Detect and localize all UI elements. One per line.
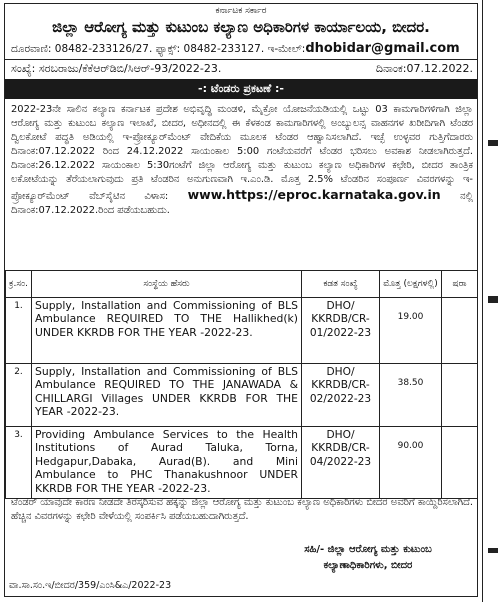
row-code: DHO/ KKRDB/CR-04/2022-23 (302, 427, 380, 499)
adjacent-column-edge (480, 0, 498, 602)
reference-row (11, 62, 473, 76)
row-code: DHO/ KKRDB/CR-01/2022-23 (302, 298, 380, 364)
signature-block (273, 542, 463, 574)
row-name: Providing Ambulance Services to the Health Institutions of Aurad Taluka, Torna, Hedgapur,Dabaka, Aurad(B). and Mini Ambulance to PHC Thanakushnoor UNDER KKRDB FOR THE YEAR -2022-23. (32, 427, 302, 499)
notice-title: -: ಟೆಂಡರು ಪ್ರಕಟಣೆ :- (5, 79, 477, 99)
strip-block (488, 548, 498, 553)
office-title: ಜಿಲ್ಲಾ ಆರೋಗ್ಯ ಮತ್ತು ಕುಟುಂಬ ಕಲ್ಯಾಣ ಅಧಿಕಾರಿಗಳ ಕಾರ್ಯಾಲಯ, ಬೀದರ. (52, 18, 430, 36)
strip-border (482, 0, 483, 602)
publicity-reference: ವಾ.ಸಾ.ಸಂ.ಇ/ಬೀದರ/359/ಎಂಸಿ&ಎ/2022-23 (9, 580, 172, 591)
table-row (6, 427, 478, 499)
row-amount: 90.00 (380, 427, 442, 499)
row-remark (442, 364, 478, 427)
table-row (6, 298, 478, 364)
contact-line (11, 41, 473, 56)
signature-line-1: ಸಹಿ/- ಜಿಲ್ಲಾ ಆರೋಗ್ಯ ಮತ್ತು ಕುಟುಂಬ (304, 544, 432, 555)
tender-notice (4, 3, 478, 597)
reference-number: ಸಂಖ್ಯೆ: ಸರಬರಾಜು/ಕೆಕೆಆರ್‌ಡಿಬಿ/ಸಿಆರ್-93/2022-23. (11, 62, 222, 75)
strip-block (488, 140, 498, 146)
body-text: 2022-23ನೇ ಸಾಲಿನ ಕಲ್ಯಾಣ ಕರ್ನಾಟಕ ಪ್ರದೇಶ ಅಭಿವೃದ್ಧಿ ಮಂಡಳಿ, ಮೈಕ್ರೋ ಯೋಜನೆಯಡಿಯಲ್ಲಿ ಒಟ್ಟು 03 ಕಾಮಗಾರಿಗಳಿಗಾಗಿ ಜಿಲ್ಲಾ ಆರೋಗ್ಯ ಮತ್ತು ಕುಟುಂಬ ಕಲ್ಯಾಣ ಇಲಾಖೆ, ಬೀದರ, ಅಧೀನದಲ್ಲಿ ಈ ಕೆಳಕಂಡ ಕಾಮಗಾರಿಗಳಲ್ಲಿ ಅಂಬ್ಯುಲನ್ಸ ವಾಹನಗಳ ಖರೀದಿಗಾಗಿ ಟೆಂಡರ ದ್ವಿಲಕೋಟೆ ಪದ್ಧತಿ ಅಡಿಯಲ್ಲಿ ಇ-ಪ್ರೋಕ್ಯೂರ್‌ಮೆಂಟ್ ವೇದಿಕೆಯ ಮೂಲಕ ಟೆಂಡರ ಆಹ್ವಾನಿಸಲಾಗಿದೆ. ಇಚ್ಛೆ ಉಳ್ಳವರ ಗುತ್ತಿಗೆದಾರರು ದಿನಾಂಕ:07.12.2022 ರಿಂದ 24.12.2022 ಸಾಯಂಕಾಲ 5:00 ಗಂಟೆಯವರೆಗೆ ಟೆಂಡರ ಭರಿಸಲು ಅವಕಾಶ ನೀಡಲಾಗಿರುತ್ತದೆ. ದಿನಾಂಕ:26.12.2022 ಸಾಯಂಕಾಲ 5:30ಗಂಟೆಗೆ ಜಿಲ್ಲಾ ಆರೋಗ್ಯ ಮತ್ತು ಕುಟುಂಬ ಕಲ್ಯಾಣ ಅಧಿಕಾರಿಗಳ ಕಛೇರಿ, ಬೀದರ ತಾಂತ್ರಿಕ ಲಕೋಟೆಯನ್ನು ತೆರೆಯಲಾಗುವುದು ಪ್ರತಿ ಟೆಂಡರಿನ ಅನುಗುಣವಾಗಿ ಇ.ಎಂ.ಡಿ. ಮೊತ್ತ 2.5% ಟೆಂಡರಿನ ಸಂಪೂರ್ಣ ವಿವರಗಳನ್ನು ಇ-ಪ್ರೋಕ್ಯೂರ್‌ಮೆಂಟ್ ವೆಬ್‌ಸೈಟಿನ ವಿಳಾಸ: (11, 104, 473, 202)
row-name: Supply, Installation and Commissioning of BLS Ambulance REQUIRED TO THE Hallikhed(k) UNDER KKRDB FOR THE YEAR -2022-23. (32, 298, 302, 364)
header-name: ಸಂಸ್ಥೆಯ ಹೆಸರು (32, 271, 302, 298)
header-code: ಕಡತ ಸಂಖ್ಯೆ (302, 271, 380, 298)
row-sl: 2. (6, 364, 32, 427)
body-text-after: ನಲ್ಲಿ ದಿನಾಂಕ:07.12.2022.ರಿಂದ ಪಡೆಯಬಹುದು. (11, 190, 473, 216)
email-label: ಇ-ಮೇಲ್: (267, 43, 306, 55)
strip-block (488, 296, 498, 303)
phone-text: ದೂರವಾಣಿ: 08482-233126/27. (11, 43, 153, 55)
row-amount: 19.00 (380, 298, 442, 364)
table-row (6, 364, 478, 427)
works-table (5, 270, 478, 499)
reference-date: ದಿನಾಂಕ:07.12.2022. (375, 62, 473, 75)
table-header-row (6, 271, 478, 298)
row-amount: 38.50 (380, 364, 442, 427)
row-remark (442, 427, 478, 499)
header-amount: ಮೊತ್ತ (ಲಕ್ಷಗಳಲ್ಲಿ) (380, 271, 442, 298)
row-sl: 3. (6, 427, 32, 499)
header-remark: ಷರಾ (442, 271, 478, 298)
email-address: dhobidar@gmail.com (305, 41, 460, 56)
row-remark (442, 298, 478, 364)
divider (5, 59, 477, 60)
government-label: ಕರ್ನಾಟಕ ಸರ್ಕಾರ (215, 6, 267, 16)
row-code: DHO/ KKRDB/CR-02/2022-23 (302, 364, 380, 427)
notice-body (11, 103, 473, 218)
footnote-text: ಟೆಂಡರ್ ಯಾವುದೇ ಕಾರಣ ನೀಡದೇ ತಿರಸ್ಕರಿಸುವ ಹಕ್ಕನ್ನು ಜಿಲ್ಲಾ ಆರೋಗ್ಯ ಮತ್ತು ಕುಟುಂಬ ಕಲ್ಯಾಣ ಅಧಿಕಾರಿಗಳು ಬೀದರ ಅವರಿಗೆ ಕಾಯ್ದಿರಿಸಲಾಗಿದೆ. ಹೆಚ್ಚಿನ ವಿವರಗಳನ್ನು ಕಛೇರಿ ವೇಳೆಯಲ್ಲಿ ಸಂಪರ್ಕಿಸಿ ಪಡೆಯಬಹುದಾಗಿರುತ್ತದೆ. (11, 497, 473, 522)
eproc-url: www.https://eproc.karnataka.gov.in (187, 186, 441, 202)
row-name: Supply, Installation and Commissioning of BLS Ambulance REQUIRED TO THE JANAWADA & CHILLARGI Villages UNDER KKRDB FOR THE YEAR -2022-23. (32, 364, 302, 427)
signature-line-2: ಕಲ್ಯಾಣಾಧಿಕಾರಿಗಳು, ಬೀದರ (323, 560, 413, 571)
fax-text: ಫ್ಯಾಕ್ಸ್: 08482-233127. (155, 43, 265, 55)
header-sl: ಕ್ರ.ಸಂ. (6, 271, 32, 298)
row-sl: 1. (6, 298, 32, 364)
